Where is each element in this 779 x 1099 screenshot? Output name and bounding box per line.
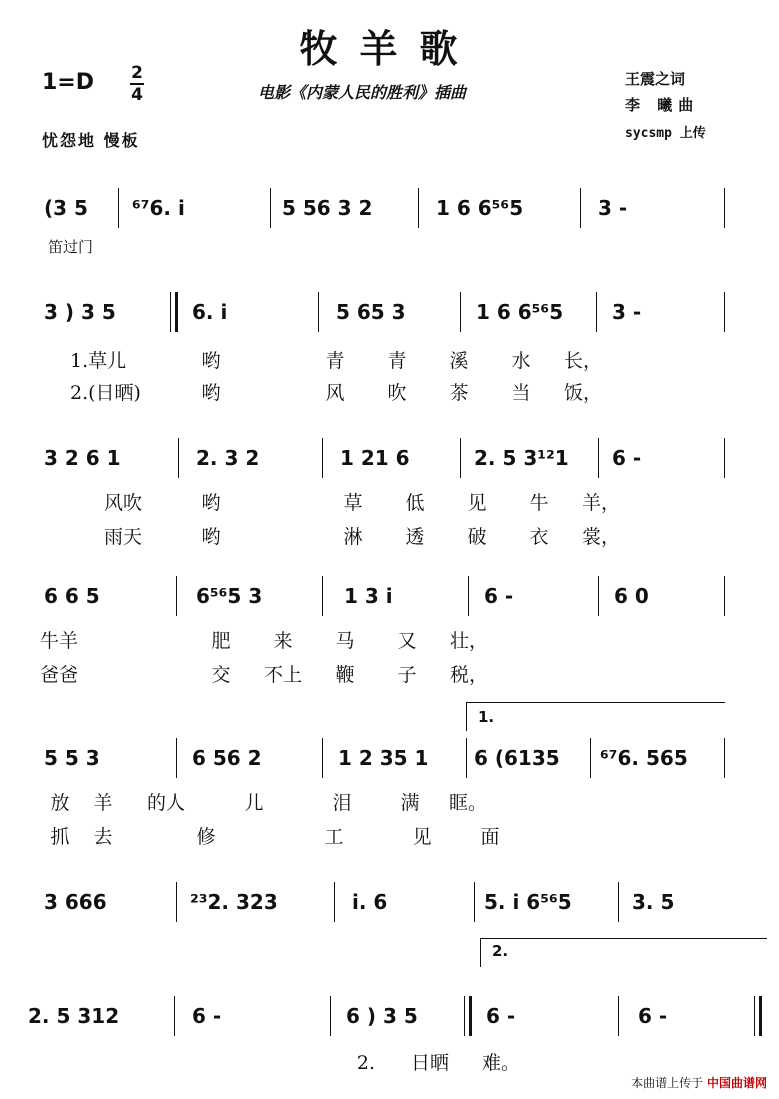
barline bbox=[724, 576, 725, 616]
measure: 6 - bbox=[638, 1004, 668, 1028]
lyric-word: 儿 bbox=[244, 792, 264, 814]
barline bbox=[598, 438, 599, 478]
measure: 1 3 i bbox=[344, 584, 393, 608]
lyric-word: 修 bbox=[196, 826, 216, 848]
barline bbox=[334, 882, 335, 922]
barline bbox=[118, 188, 119, 228]
lyric-word: 草 bbox=[343, 492, 363, 514]
time-signature bbox=[130, 64, 144, 104]
lyric-word: 淋 bbox=[343, 526, 363, 548]
lyric-word: 哟 bbox=[201, 350, 221, 372]
barline bbox=[176, 738, 177, 778]
footer-credit bbox=[631, 1074, 767, 1091]
lyric-word: 子 bbox=[397, 664, 417, 686]
measure: 1 2 35 1 bbox=[338, 746, 429, 770]
measure: 3 - bbox=[612, 300, 642, 324]
measure: 5 56 3 2 bbox=[282, 196, 373, 220]
barline bbox=[460, 292, 461, 332]
measure: ²³2. 323 bbox=[190, 890, 278, 914]
final-barline bbox=[754, 996, 762, 1036]
barline bbox=[176, 882, 177, 922]
lyric-word: 牛羊 bbox=[40, 630, 79, 652]
lyric-word: 爸爸 bbox=[40, 664, 79, 686]
composer: 李 曦曲 bbox=[625, 96, 700, 114]
lyric-word: 风 bbox=[325, 382, 345, 404]
barline bbox=[618, 882, 619, 922]
lyric-word: 日晒 bbox=[410, 1052, 449, 1074]
measure: 1 21 6 bbox=[340, 446, 410, 470]
key-signature: 1=D bbox=[42, 70, 95, 95]
measure: 1 6 6⁵⁶5 bbox=[436, 196, 524, 220]
lyric-word: 壮， bbox=[449, 630, 488, 652]
lyric-word: 税， bbox=[449, 664, 488, 686]
measure: 3 ) 3 5 bbox=[44, 300, 116, 324]
volta-bracket-2 bbox=[480, 938, 767, 967]
lyric-word: 交 bbox=[211, 664, 231, 686]
measure: ⁶⁷6. 565 bbox=[600, 746, 688, 770]
measure: 2. 5 3¹²1 bbox=[474, 446, 569, 470]
measure: 6⁵⁶5 3 bbox=[196, 584, 263, 608]
measure: 6 56 2 bbox=[192, 746, 262, 770]
measure: 5 5 3 bbox=[44, 746, 100, 770]
measure: 6 ) 3 5 bbox=[346, 1004, 418, 1028]
lyric-word: 眶。 bbox=[448, 792, 487, 814]
lyric-word: 的人 bbox=[146, 792, 185, 814]
barline bbox=[598, 576, 599, 616]
lyric-line-2 bbox=[104, 522, 632, 549]
measure: 2. 5 312 bbox=[28, 1004, 120, 1028]
measure: 3 666 bbox=[44, 890, 107, 914]
volta-label-2: 2. bbox=[492, 942, 509, 960]
lyric-line-1 bbox=[338, 1048, 536, 1075]
meter-top: 2 bbox=[131, 63, 143, 83]
footer-text: 本曲谱上传于 bbox=[631, 1076, 704, 1090]
meter-bottom: 4 bbox=[131, 85, 143, 105]
barline bbox=[460, 438, 461, 478]
lyric-line-1 bbox=[40, 788, 498, 815]
lyric-word: 吹 bbox=[387, 382, 407, 404]
measure: 6 (6135 bbox=[474, 746, 560, 770]
lyric-word: 长， bbox=[563, 350, 602, 372]
uploader: sycsmp 上传 bbox=[625, 126, 706, 141]
measure: 6 - bbox=[486, 1004, 516, 1028]
lyric-word: 牛 bbox=[529, 492, 549, 514]
lyric-word: 面 bbox=[480, 826, 500, 848]
lyric-word: 青 bbox=[325, 350, 345, 372]
lyric-word: 满 bbox=[400, 792, 420, 814]
barline bbox=[418, 188, 419, 228]
barline bbox=[724, 188, 725, 228]
lyric-word: 难。 bbox=[481, 1052, 520, 1074]
lyric-word: 2. bbox=[356, 1052, 376, 1074]
song-title: 牧羊歌 bbox=[299, 26, 480, 71]
lyric-word: 羊， bbox=[581, 492, 620, 514]
lyric-word: 茶 bbox=[449, 382, 469, 404]
barline bbox=[178, 438, 179, 478]
lyric-line-2 bbox=[40, 660, 500, 687]
lyric-word: 见 bbox=[412, 826, 432, 848]
lyric-word: 哟 bbox=[201, 492, 221, 514]
lyric-word: 雨天 bbox=[104, 526, 143, 548]
measure: i. 6 bbox=[352, 890, 388, 914]
lyric-line-1 bbox=[104, 488, 632, 515]
barline bbox=[322, 438, 323, 478]
repeat-barline bbox=[170, 292, 178, 332]
lyric-word: 羊 bbox=[93, 792, 113, 814]
volta-bracket-1 bbox=[466, 702, 725, 731]
lyric-word: 工 bbox=[324, 826, 344, 848]
lyric-word: 来 bbox=[273, 630, 293, 652]
lyric-word: 青 bbox=[387, 350, 407, 372]
measure: 3. 5 bbox=[632, 890, 675, 914]
lyric-word: 破 bbox=[467, 526, 487, 548]
measure: 6 - bbox=[484, 584, 514, 608]
barline bbox=[618, 996, 619, 1036]
barline bbox=[270, 188, 271, 228]
barline bbox=[724, 738, 725, 778]
tempo-marking: 忧怨地 慢板 bbox=[42, 131, 140, 150]
barline bbox=[580, 188, 581, 228]
lyric-word: 哟 bbox=[201, 382, 221, 404]
measure: 6 - bbox=[612, 446, 642, 470]
repeat-barline bbox=[464, 996, 472, 1036]
lyricist: 王震之词 bbox=[625, 70, 686, 88]
barline bbox=[474, 882, 475, 922]
measure: 5. i 6⁵⁶5 bbox=[484, 890, 572, 914]
lyric-word: 鞭 bbox=[335, 664, 355, 686]
lyric-word: 见 bbox=[467, 492, 487, 514]
lyric-word: 风吹 bbox=[104, 492, 143, 514]
lyric-word: 肥 bbox=[211, 630, 231, 652]
lyric-word: 去 bbox=[93, 826, 113, 848]
film-note: 电影《内蒙人民的胜利》插曲 bbox=[258, 83, 467, 102]
barline bbox=[724, 292, 725, 332]
lyric-word: 1.草儿 bbox=[70, 350, 127, 372]
measure: 3 2 6 1 bbox=[44, 446, 121, 470]
measure: 1 6 6⁵⁶5 bbox=[476, 300, 564, 324]
lyric-word: 溪 bbox=[449, 350, 469, 372]
lyric-word: 泪 bbox=[332, 792, 352, 814]
measure: 6. i bbox=[192, 300, 228, 324]
lyric-word: 衣 bbox=[529, 526, 549, 548]
barline bbox=[176, 576, 177, 616]
lyric-word: 又 bbox=[397, 630, 417, 652]
lyric-word: 裳， bbox=[581, 526, 620, 548]
lyric-word: 低 bbox=[405, 492, 425, 514]
measure: 2. 3 2 bbox=[196, 446, 260, 470]
measure: 6 0 bbox=[614, 584, 649, 608]
lyric-word: 马 bbox=[335, 630, 355, 652]
barline bbox=[318, 292, 319, 332]
measure: 5 65 3 bbox=[336, 300, 406, 324]
lyric-word: 水 bbox=[511, 350, 531, 372]
lyric-word: 哟 bbox=[201, 526, 221, 548]
measure: ⁶⁷6. i bbox=[132, 196, 185, 220]
lyric-line-1 bbox=[70, 346, 614, 373]
barline bbox=[322, 738, 323, 778]
barline bbox=[330, 996, 331, 1036]
lyric-line-1 bbox=[40, 626, 500, 653]
measure: 6 6 5 bbox=[44, 584, 100, 608]
lyric-word: 2.(日晒) bbox=[70, 382, 141, 404]
lyric-line-2 bbox=[40, 822, 518, 849]
intro-label: 笛过门 bbox=[48, 238, 94, 256]
site-logo[interactable]: 中国曲谱网 bbox=[706, 1076, 767, 1090]
lyric-line-2 bbox=[70, 378, 614, 405]
barline bbox=[466, 738, 467, 778]
barline bbox=[590, 738, 591, 778]
lyric-word: 当 bbox=[511, 382, 531, 404]
lyric-word: 透 bbox=[405, 526, 425, 548]
barline bbox=[468, 576, 469, 616]
barline bbox=[596, 292, 597, 332]
barline bbox=[322, 576, 323, 616]
lyric-word: 抓 bbox=[50, 826, 70, 848]
barline bbox=[724, 438, 725, 478]
lyric-word: 饭， bbox=[563, 382, 602, 404]
lyric-word: 不上 bbox=[263, 664, 302, 686]
measure: (3 5 bbox=[44, 196, 88, 220]
measure: 6 - bbox=[192, 1004, 222, 1028]
volta-label-1: 1. bbox=[478, 708, 495, 726]
barline bbox=[174, 996, 175, 1036]
measure: 3 - bbox=[598, 196, 628, 220]
lyric-word: 放 bbox=[50, 792, 70, 814]
